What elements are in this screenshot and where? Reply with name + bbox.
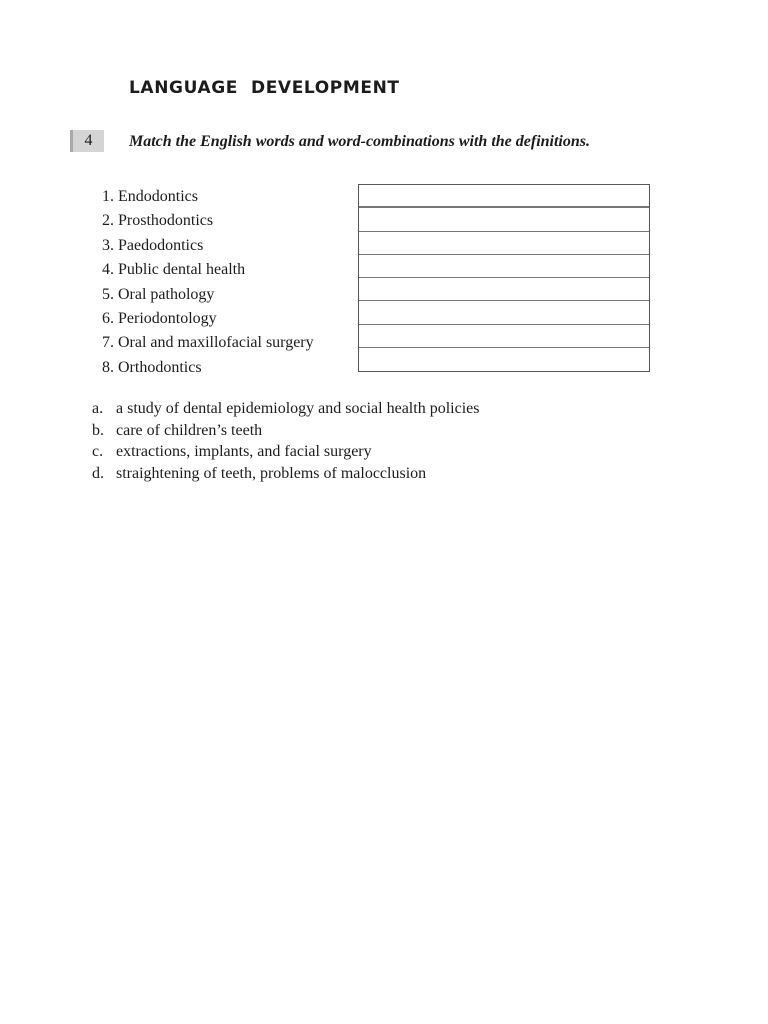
term-list xyxy=(102,185,314,380)
definition-letter: a. xyxy=(92,400,104,417)
definition-letter: b. xyxy=(92,421,104,439)
answer-cell-1[interactable] xyxy=(359,185,649,208)
answer-cell-5[interactable] xyxy=(359,278,649,301)
term-item: 8. Orthodontics xyxy=(102,358,202,376)
exercise-instruction: Match the English words and word-combinations with the definitions. xyxy=(129,133,590,150)
answer-cell-8[interactable] xyxy=(359,348,649,371)
term-item: 1. Endodontics xyxy=(102,188,198,205)
definition-item xyxy=(92,441,479,463)
definition-item xyxy=(92,398,479,420)
definition-text: extractions, implants, and facial surgery xyxy=(116,443,372,460)
term-item: 6. Periodontology xyxy=(102,309,217,327)
definition-text: a study of dental epidemiology and social health policies xyxy=(116,400,480,417)
answer-cell-6[interactable] xyxy=(359,301,649,324)
answer-cell-7[interactable] xyxy=(359,325,649,348)
definition-text: care of children’s teeth xyxy=(116,421,263,439)
exercise-number-badge: 4 xyxy=(70,130,104,152)
answer-cell-4[interactable] xyxy=(359,255,649,278)
answer-cell-3[interactable] xyxy=(359,232,649,255)
answer-table xyxy=(358,184,650,372)
term-item: 2. Prosthodontics xyxy=(102,212,214,230)
answer-cell-2[interactable] xyxy=(359,208,649,231)
definition-letter: c. xyxy=(92,443,104,460)
term-item: 3. Paedodontics xyxy=(102,236,204,254)
definition-item xyxy=(92,420,479,442)
term-item: 4. Public dental health xyxy=(102,261,246,279)
term-item: 5. Oral pathology xyxy=(102,285,215,303)
term-item: 7. Oral and maxillofacial surgery xyxy=(102,334,314,352)
definition-text: straightening of teeth, problems of malocclusion xyxy=(116,464,427,482)
definition-item xyxy=(92,463,479,485)
definition-letter: d. xyxy=(92,464,104,482)
definition-list xyxy=(92,398,479,484)
section-heading: LANGUAGE DEVELOPMENT xyxy=(129,78,400,98)
